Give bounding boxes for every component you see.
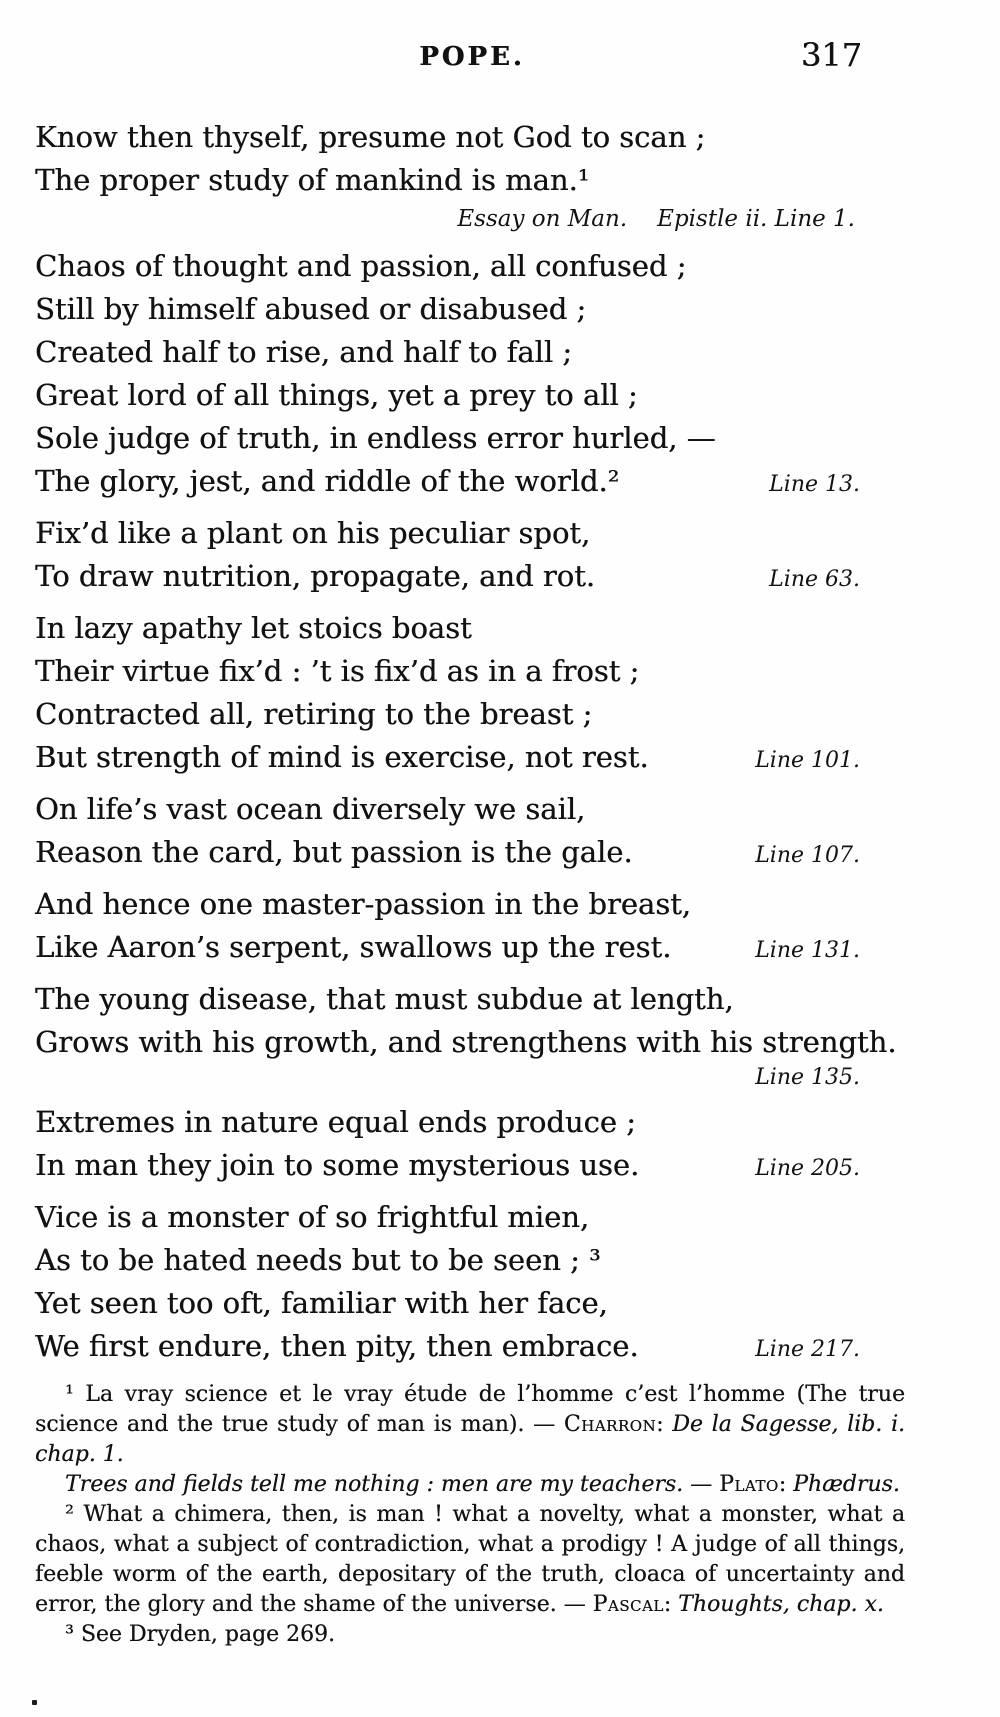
line-reference: Line 217.: [755, 1337, 860, 1362]
verse-line: Know then thyself, presume not God to scan ;: [35, 120, 706, 154]
verse-line: Fix’d like a plant on his peculiar spot,: [35, 516, 591, 550]
footnote-text: Trees and fields tell me nothing : men are my teachers. —: [65, 1472, 720, 1497]
verse-line: In man they join to some mysterious use.: [35, 1148, 640, 1182]
footnote-text: ³ See Dryden, page 269.: [65, 1622, 336, 1647]
verse-line: Created half to rise, and half to fall ;: [35, 335, 573, 369]
attribution-detail: Epistle ii. Line 1.: [657, 206, 855, 232]
verse-line: But strength of mind is exercise, not rest.: [35, 740, 649, 774]
verse-line: Sole judge of truth, in endless error hurled, —: [35, 421, 716, 455]
page-number: 317: [800, 36, 862, 74]
footnote-author: Plato: [719, 1472, 779, 1497]
footnote-text: ² What a chimera, then, is man ! what a novelty, what a monster, what a chaos, what a subject of contradiction, what a prodigy ! A judge of all things, feeble worm of the earth, depositary of the truth, cloaca of uncertainty and error, the glory and the shame of the universe. —: [35, 1502, 905, 1617]
verse-line: In lazy apathy let stoics boast: [35, 611, 472, 645]
line-reference: Line 101.: [755, 748, 860, 773]
verse-line: Yet seen too oft, familiar with her face,: [35, 1286, 608, 1320]
verse-line: Their virtue fix’d : ’t is fix’d as in a frost ;: [35, 654, 640, 688]
quote-block: [35, 883, 905, 969]
footnote-1: [35, 1380, 905, 1470]
verse-line: Like Aaron’s serpent, swallows up the rest.: [35, 930, 672, 964]
line-reference: Line 131.: [755, 938, 860, 963]
footnote-3: [35, 1620, 905, 1650]
line-reference: Line 13.: [769, 472, 860, 497]
footnote-text: ¹ La vray science et le vray étude de l’homme c’est l’homme (The true science and the true study of man is man). —: [35, 1382, 905, 1437]
verse-line: Extremes in nature equal ends produce ;: [35, 1105, 636, 1139]
line-reference: Line 135.: [755, 1065, 860, 1090]
verse-line: And hence one master-passion in the breast,: [35, 887, 691, 921]
footnote-separator: :: [778, 1472, 794, 1497]
verse-line: We first endure, then pity, then embrace.: [35, 1329, 639, 1363]
footnote-work: Thoughts, chap. x.: [678, 1592, 884, 1617]
attribution: [35, 202, 905, 236]
page-header: [0, 0, 1000, 82]
attribution-source: Essay on Man.: [457, 206, 628, 232]
footnote-separator: :: [656, 1412, 673, 1437]
verse-line: Grows with his growth, and strengthens with his strength.: [35, 1025, 897, 1059]
footnote-author: Pascal: [592, 1592, 664, 1617]
verse-line: The young disease, that must subdue at length,: [35, 982, 734, 1016]
verse-line: The proper study of mankind is man.¹: [35, 163, 590, 197]
quote-block: [35, 1196, 905, 1368]
verse-line: On life’s vast ocean diversely we sail,: [35, 792, 586, 826]
line-reference: Line 205.: [755, 1156, 860, 1181]
footnote-separator: :: [663, 1592, 679, 1617]
line-reference: Line 107.: [755, 843, 860, 868]
footnote-2: [35, 1500, 905, 1620]
footnote-work: Phædrus.: [793, 1472, 900, 1497]
verse-line: As to be hated needs but to be seen ; ³: [35, 1243, 601, 1277]
verse-line: The glory, jest, and riddle of the world.²: [35, 464, 620, 498]
running-title: POPE.: [419, 42, 525, 72]
verse-line: Reason the card, but passion is the gale.: [35, 835, 633, 869]
page-body: [0, 82, 1000, 1650]
footnote-author: Charron: [563, 1412, 657, 1437]
quote-block: [35, 1101, 905, 1187]
quote-block: [35, 512, 905, 598]
quote-block: [35, 245, 905, 503]
verse-line: Contracted all, retiring to the breast ;: [35, 697, 593, 731]
line-reference: Line 63.: [769, 567, 860, 592]
quote-block: [35, 788, 905, 874]
verse-line: Great lord of all things, yet a prey to all ;: [35, 378, 638, 412]
quote-block: [35, 607, 905, 779]
footnotes-section: [35, 1380, 905, 1650]
footnote-1-continued: [35, 1470, 905, 1500]
verse-line: To draw nutrition, propagate, and rot.: [35, 559, 595, 593]
quote-block: [35, 116, 905, 236]
verse-line: Still by himself abused or disabused ;: [35, 292, 587, 326]
verse-line: Chaos of thought and passion, all confused ;: [35, 249, 687, 283]
verse-line: Vice is a monster of so frightful mien,: [35, 1200, 590, 1234]
scan-artifact-dot: [32, 1700, 37, 1705]
footnote-work: De la Sagesse, lib. i. chap. 1.: [35, 1412, 906, 1467]
quote-block: [35, 978, 905, 1092]
